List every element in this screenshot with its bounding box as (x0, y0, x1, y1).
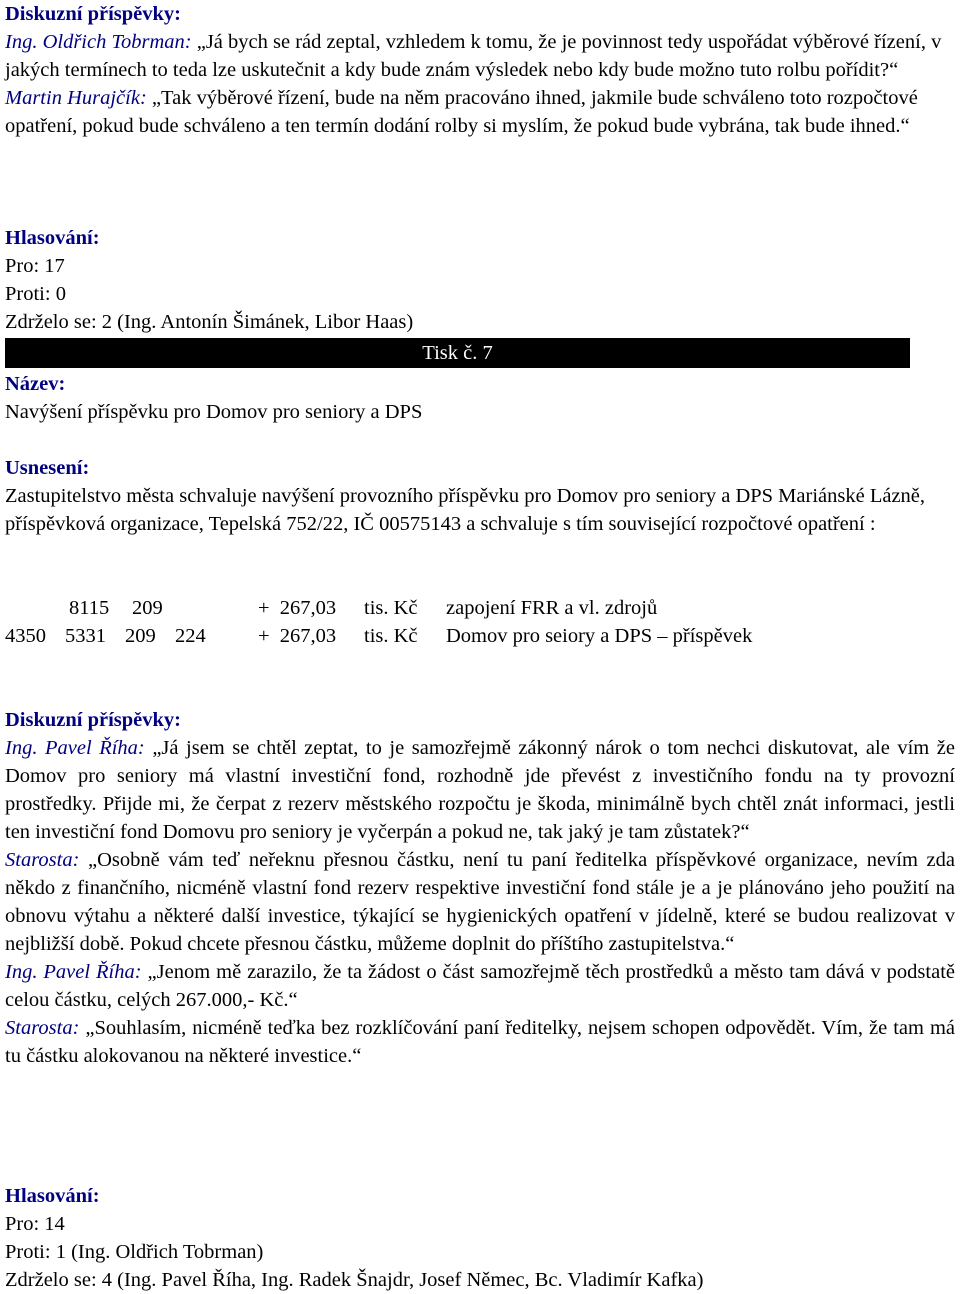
vote-proti: Proti: 1 (Ing. Oldřich Tobrman) (5, 1241, 264, 1263)
budget-desc: zapojení FRR a vl. zdrojů (446, 597, 658, 619)
tisk-bar: Tisk č. 7 (5, 338, 910, 368)
budget-code-2: 8115 (69, 597, 110, 619)
discussion-section-1 (5, 0, 955, 140)
speaker-name: Starosta: (5, 849, 80, 871)
nazev-section (5, 370, 955, 426)
budget-code-2: 5331 (65, 625, 106, 647)
nazev-text: Navýšení příspěvku pro Domov pro seniory a DPS (5, 401, 423, 423)
discussion-section-2 (5, 706, 955, 1070)
vote-zdrzelo: Zdrželo se: 2 (Ing. Antonín Šimánek, Libor Haas) (5, 311, 414, 333)
budget-row-2 (5, 622, 905, 650)
discussion-entry (5, 734, 955, 846)
budget-code-4: 224 (175, 625, 206, 647)
budget-unit: tis. Kč (364, 597, 418, 619)
vote-pro: Pro: 17 (5, 255, 65, 277)
vote-zdrzelo: Zdrželo se: 4 (Ing. Pavel Říha, Ing. Radek Šnajdr, Josef Němec, Bc. Vladimír Kafka) (5, 1269, 704, 1291)
usneseni-section (5, 454, 955, 538)
speech-text: „Já bych se rád zeptal, vzhledem k tomu, že je povinnost tedy uspořádat výběrové řízení, v jakých termínech to teda lze uskutečnit a kdy bude znám výsledek nebo kdy bude možno tuto rolbu pořídit?“ (5, 31, 942, 81)
nazev-heading: Název: (5, 373, 66, 395)
speech-text: „Jenom mě zarazilo, že ta žádost o část samozřejmě těch prostředků a město tam dává v podstatě celou částku, celých 267.000,- Kč.“ (5, 961, 955, 1011)
speech-text: „Tak výběrové řízení, bude na něm pracováno ihned, jakmile bude schváleno toto rozpočtové opatření, pokud bude schváleno a ten termín dodání rolby si myslím, že pokud bude vybrána, tak bude ihned.“ (5, 87, 918, 137)
speech-text: „Já jsem se chtěl zeptat, to je samozřejmě zákonný nárok o tom nechci diskutovat, ale vím že Domov pro seniory má vlastní investiční fond, rozhodně jde převést z investičního fondu na ty provozní prostředky. Přijde mi, že čerpat z rezerv městského rozpočtu je škoda, minimálně bych chtěl znát informaci, jestli ten investiční fond Domovu pro seniory je vyčerpán a pokud ne, tak jaký je tam zůstatek?“ (5, 737, 955, 843)
discussion-entry (5, 958, 955, 1014)
budget-row-1 (5, 594, 905, 622)
vote-heading: Hlasování: (5, 1185, 100, 1207)
budget-amount: + 267,03 (258, 625, 337, 647)
budget-unit: tis. Kč (364, 625, 418, 647)
speaker-name: Ing. Pavel Říha: (5, 737, 145, 759)
discussion-entry (5, 28, 955, 84)
discussion-entry (5, 846, 955, 958)
discussion-heading: Diskuzní příspěvky: (5, 709, 182, 731)
discussion-entry (5, 1014, 955, 1070)
vote-section-2 (5, 1182, 955, 1294)
speaker-name: Ing. Pavel Říha: (5, 961, 142, 983)
budget-code-1: 4350 (5, 625, 46, 647)
discussion-entry (5, 84, 955, 140)
vote-heading: Hlasování: (5, 227, 100, 249)
usneseni-heading: Usnesení: (5, 457, 90, 479)
vote-section-1 (5, 224, 955, 336)
speech-text: „Osobně vám teď neřeknu přesnou částku, není tu paní ředitelka příspěvkové organizace, nevím zda někdo z finančního, nicméně vlastní fond rezerv respektive investiční fond stále je a je plánováno jeho použití na obnovu výtahu a některé další investice, týkající se hygienických opatření v jídelně, které se budou realizovat v nejbližší době. Pokud chcete přesnou částku, můžeme doplnit do příštího zastupitelstva.“ (5, 849, 955, 955)
budget-desc: Domov pro seiory a DPS – příspěvek (446, 625, 753, 647)
speaker-name: Starosta: (5, 1017, 80, 1039)
budget-code-3: 209 (125, 625, 156, 647)
budget-code-3: 209 (132, 597, 163, 619)
budget-amount: + 267,03 (258, 597, 337, 619)
discussion-heading: Diskuzní příspěvky: (5, 3, 182, 25)
speaker-name: Martin Hurajčík: (5, 87, 147, 109)
vote-proti: Proti: 0 (5, 283, 66, 305)
vote-pro: Pro: 14 (5, 1213, 65, 1235)
speaker-name: Ing. Oldřich Tobrman: (5, 31, 192, 53)
usneseni-text: Zastupitelstvo města schvaluje navýšení provozního příspěvku pro Domov pro seniory a DPS Mariánské Lázně, příspěvková organizace, Tepelská 752/22, IČ 00575143 a schvaluje s tím související rozpočtové opatření : (5, 485, 926, 535)
speech-text: „Souhlasím, nicméně teďka bez rozklíčování paní ředitelky, nejsem schopen odpovědět. Vím, že tam má tu částku alokovanou na některé investice.“ (5, 1017, 955, 1067)
